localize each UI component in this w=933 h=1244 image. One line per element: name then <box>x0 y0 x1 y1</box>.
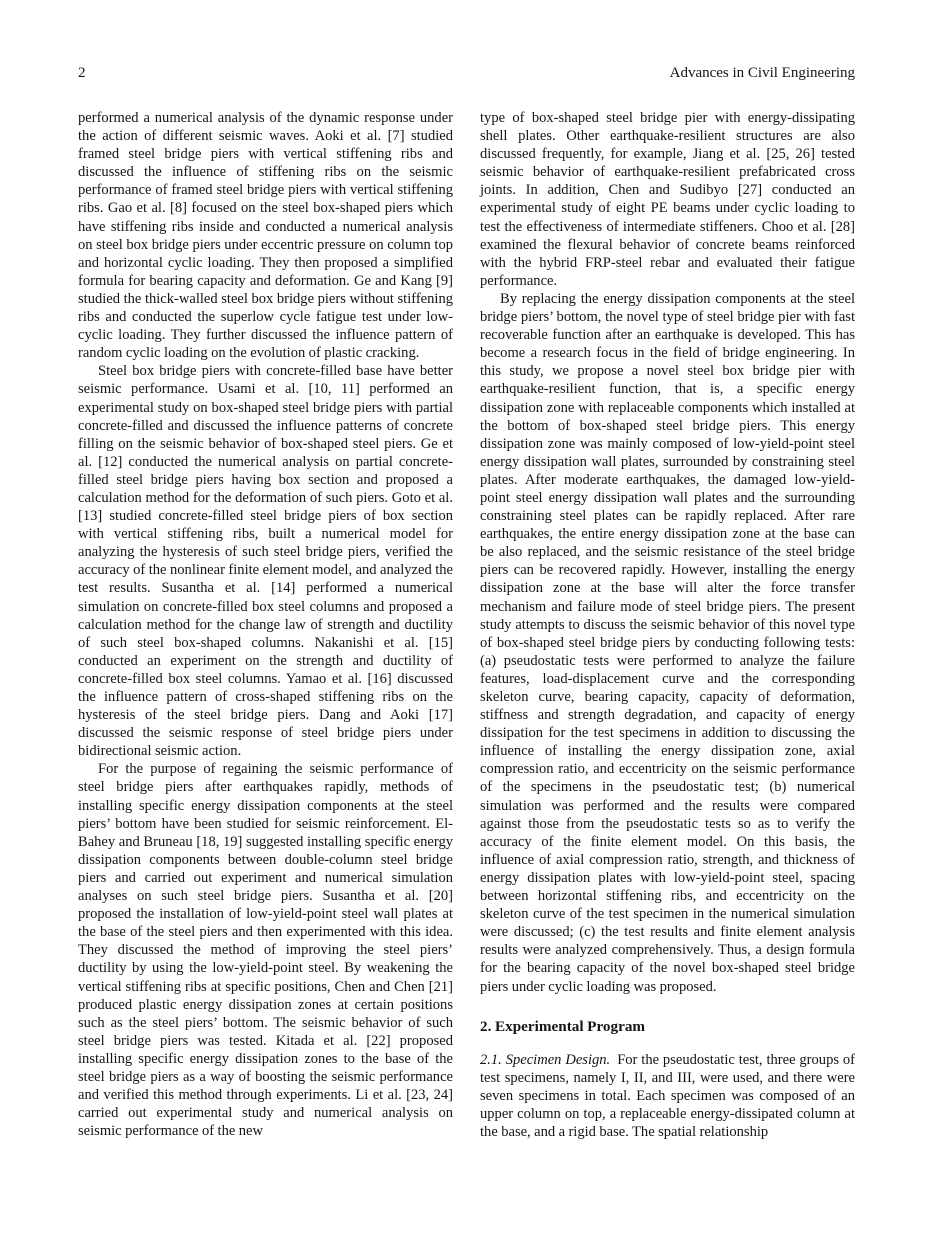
running-head <box>78 64 855 82</box>
journal-title: Advances in Civil Engineering <box>669 65 855 81</box>
paragraph: Steel box bridge piers with concrete-filled base have better seismic performance. Usami et al. [10, 11] performed an experimental study on box-shaped steel bridge piers with partial concrete-filled and discussed the influence patterns of concrete filling on the seismic behavior of box-shaped steel piers. Ge et al. [12] conducted the numerical analysis on partial concrete-filled steel bridge piers having box section and proposed a calculation method for the deformation of such piers. Goto et al. [13] studied concrete-filled steel bridge piers of box section with vertical stiffening ribs, built a numerical model for analyzing the hysteresis of such steel bridge piers, verified the accuracy of the nonlinear finite element model, and analyzed the test results. Susantha et al. [14] performed a numerical simulation on concrete-filled box steel columns and proposed a calculation method for the change law of strength and ductility of such steel box-shaped columns. Nakanishi et al. [15] conducted an experiment on the strength and ductility of concrete-filled box steel columns. Yamao et al. [16] discussed the influence pattern of cross-shaped stiffening ribs on the hysteresis of the steel bridge piers. Dang and Aoki [17] discussed the seismic response of steel bridge piers under bidirectional seismic action. <box>78 363 453 760</box>
paragraph: type of box-shaped steel bridge pier with energy-dissipating shell plates. Other earthquake-resilient structures are also discussed frequently, for example, Jiang et al. [25, 26] tested seismic behavior of earthquake-resilient prefabricated cross joints. In addition, Chen and Sudibyo [27] conducted an experimental study of eight PE beams under cyclic loading to test the effectiveness of intermediate stiffeners. Choo et al. [28] examined the flexural behavior of concrete beams reinforced with the hybrid FRP-steel rebar and evaluated their fatigue performance. <box>480 110 855 289</box>
subsection-label: 2.1. Specimen Design. <box>480 1051 611 1068</box>
paragraph: For the purpose of regaining the seismic performance of steel bridge piers after earthquakes rapidly, methods of installing specific energy dissipation components at the steel piers’ bottom have been studied for seismic reinforcement. El-Bahey and Bruneau [18, 19] suggested installing specific energy dissipation components between double-column steel bridge piers and carried out experiment and numerical simulation analyses on such steel bridge piers. Susantha et al. [20] proposed the installation of low-yield-point steel wall plates at the base of the steel piers and then experimented with this idea. They discussed the method of improving the steel piers’ ductility by using the low-yield-point steel. By weakening the vertical stiffening ribs at specific positions, Chen and Chen [21] produced plastic energy dissipation zones at certain positions such as the steel piers’ bottom. The seismic behavior of such steel bridge piers was tested. Kitada et al. [22] proposed installing specific energy dissipation zones to the base of the steel bridge piers as a way of boosting the seismic performance and verified this method through experiments. Li et al. [23, 24] carried out experimental study and numerical analysis on seismic performance of the new <box>78 761 453 1140</box>
page-number: 2 <box>78 65 86 81</box>
paragraph: By replacing the energy dissipation components at the steel bridge piers’ bottom, the novel type of steel bridge pier with fast recoverable function after an earthquake is developed. This has become a research focus in the field of bridge engineering. In this study, we propose a novel steel box bridge pier with earthquake-resilient function, that is, a specific energy dissipation zone with replaceable components which installed at the bottom of box-shaped steel bridge piers. This energy dissipation zone was mainly composed of low-yield-point steel energy dissipation wall plates, surrounded by constraining steel plates. After moderate earthquakes, the damaged low-yield-point steel energy dissipation wall plates and the surrounding constraining steel plates can be rapidly replaced. After rare earthquakes, the entire energy dissipation zone at the base can be also replaced, and the seismic resistance of the steel bridge piers can be recovered rapidly. However, installing the energy dissipation zone at the base will alter the force transfer mechanism and failure mode of steel bridge piers. The present study attempts to discuss the seismic behavior of this novel type of box-shaped steel bridge piers by conducting following tests: (a) pseudostatic tests were performed to analyze the failure features, load-displacement curve and the corresponding skeleton curve, bearing capacity, capacity of deformation, stiffness and strength degradation, and capacity of energy dissipation for the test specimens in addition to discussing the influence of installing the energy dissipation zone, axial compression ratio, and eccentricity on the seismic performance of the specimens in the pseudostatic test; (b) numerical simulation was performed and the results were compared against those from the pseudostatic tests so as to verify the accuracy of the finite element model. On this basis, the influence of axial compression ratio, strength, and thickness of energy dissipation plates with low-yield-point steel, spacing between horizontal stiffening ribs, and eccentricity on the skeleton curve of the test specimen in the numerical simulation were discussed; (c) the test results and finite element analysis results were analyzed comprehensively. Thus, a design formula for the bearing capacity of the novel box-shaped steel bridge piers under cyclic loading was proposed. <box>480 290 855 995</box>
subsection-text: For the pseudostatic test, three groups of test specimens, namely I, II, and III, were used, and there were seven specimens in total. Each specimen was composed of an upper column on top, a replaceable energy-dissipated column at the base, and a rigid base. The spatial relationship <box>480 1051 856 1140</box>
left-column <box>78 109 453 1141</box>
subsection-paragraph <box>480 1051 855 1141</box>
right-column <box>480 109 855 1141</box>
paragraph: performed a numerical analysis of the dynamic response under the action of different seismic waves. Aoki et al. [7] studied framed steel bridge piers with vertical stiffening ribs and discussed the influence of stiffening ribs on the seismic performance of framed steel bridge piers with vertical stiffening ribs. Gao et al. [8] focused on the steel box-shaped piers which have stiffening ribs inside and conducted a numerical analysis on steel box bridge piers under eccentric pressure on column top and horizontal cyclic loading. They then proposed a simplified formula for bearing capacity and deformation. Ge and Kang [9] studied the thick-walled steel box bridge piers without stiffening ribs and conducted the superlow cycle fatigue test under low-cyclic loading. They further discussed the influence pattern of random cyclic loading on the evolution of plastic cracking. <box>78 110 453 362</box>
section-heading: 2. Experimental Program <box>480 1017 646 1035</box>
text-columns <box>78 109 855 1141</box>
